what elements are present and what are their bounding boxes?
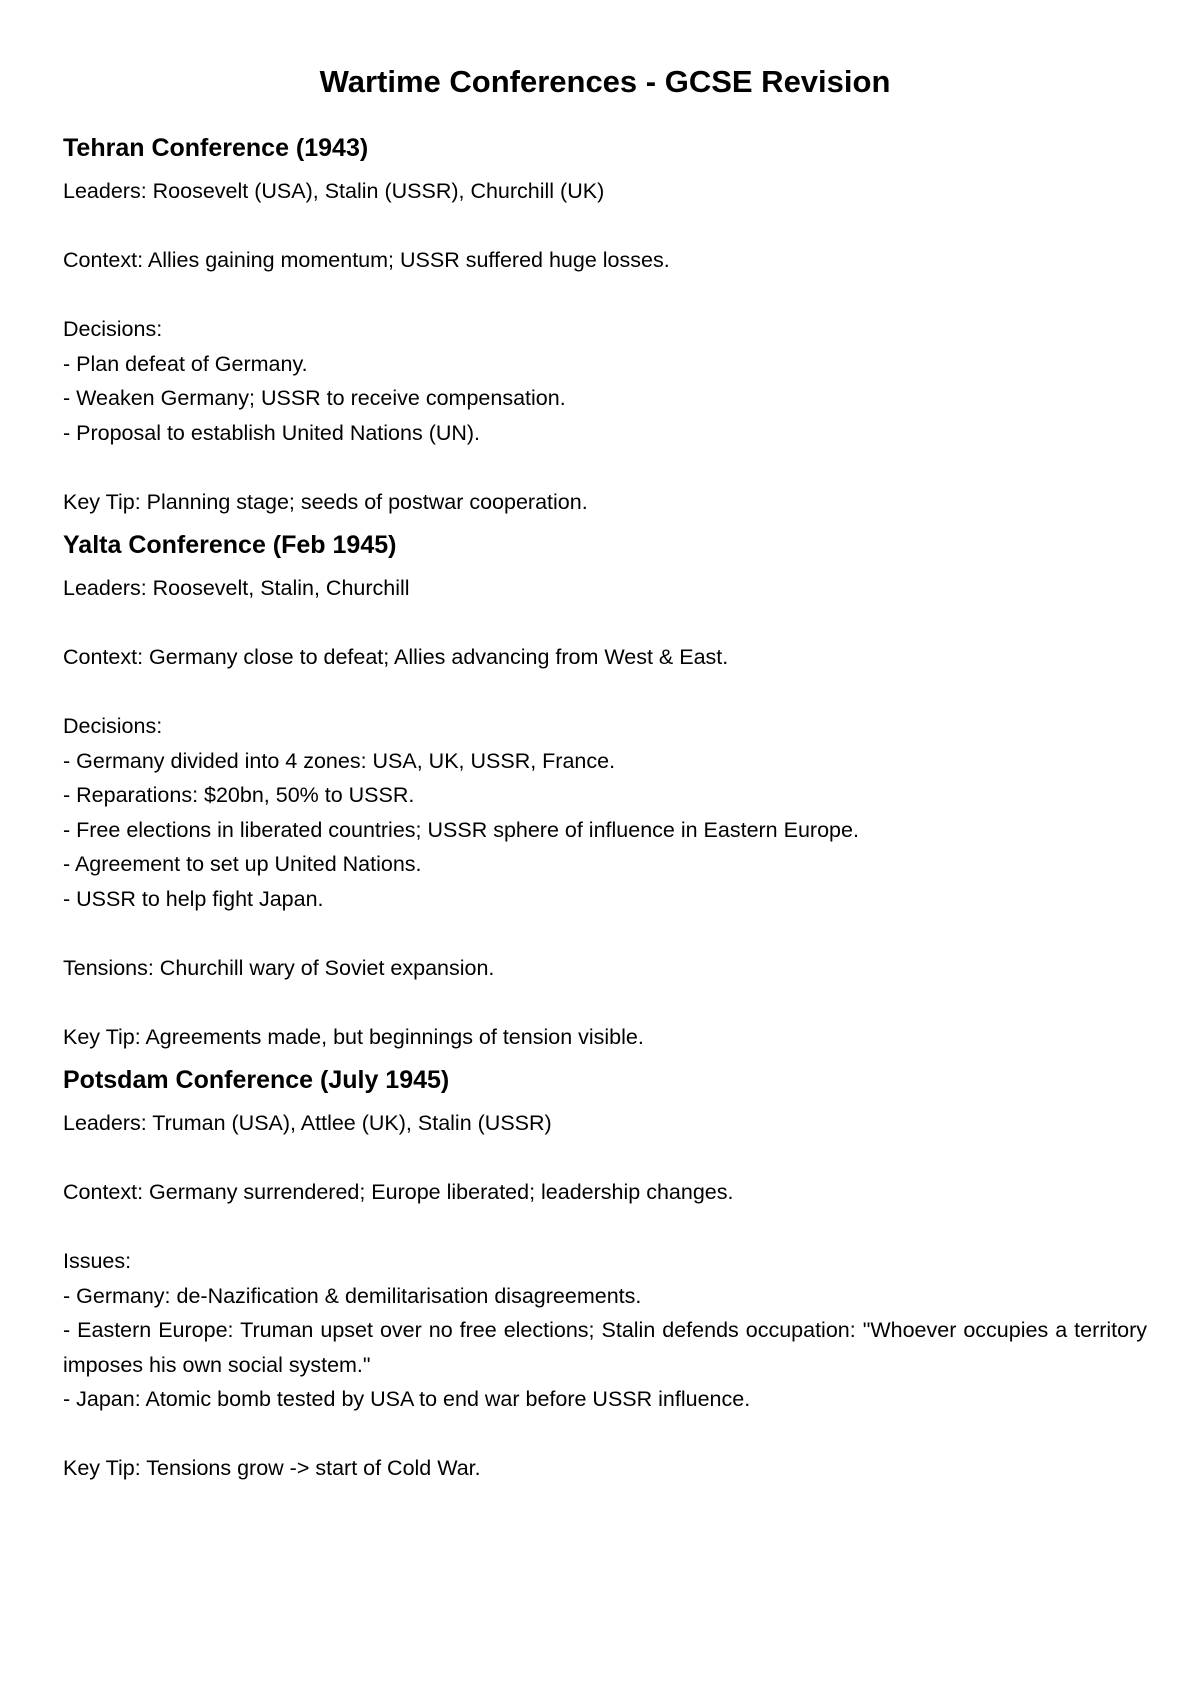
section-tehran (63, 132, 1147, 519)
list-item: - Weaken Germany; USSR to receive compensation. (63, 386, 566, 410)
list-item: - USSR to help fight Japan. (63, 886, 324, 911)
section-heading-potsdam: Potsdam Conference (July 1945) (63, 1066, 450, 1094)
potsdam-key-tip: Key Tip: Tensions grow -> start of Cold War. (63, 1456, 481, 1480)
spacer (63, 606, 1147, 641)
list-item: - Germany divided into 4 zones: USA, UK, USSR, France. (63, 748, 616, 773)
spacer (63, 278, 1147, 313)
list-item: - Agreement to set up United Nations. (63, 852, 422, 876)
spacer (63, 985, 1147, 1020)
list-item: - Proposal to establish United Nations (UN). (63, 420, 481, 445)
yalta-decisions-list (63, 744, 1147, 917)
list-item: - Eastern Europe: Truman upset over no free elections; Stalin defends occupation: "Whoever occupies a territory imposes his own social system." (63, 1318, 1147, 1377)
potsdam-leaders: Leaders: Truman (USA), Attlee (UK), Stalin (USSR) (63, 1111, 552, 1135)
tehran-context: Context: Allies gaining momentum; USSR suffered huge losses. (63, 248, 670, 272)
list-item: - Germany: de-Nazification & demilitarisation disagreements. (63, 1283, 642, 1308)
spacer (63, 1417, 1147, 1452)
potsdam-issues-label: Issues: (63, 1249, 132, 1273)
potsdam-issues-list (63, 1279, 1147, 1417)
document-title: Wartime Conferences - GCSE Revision (319, 64, 891, 99)
list-item: - Plan defeat of Germany. (63, 351, 308, 376)
section-potsdam (63, 1064, 1147, 1486)
list-item: - Reparations: $20bn, 50% to USSR. (63, 783, 415, 807)
tehran-decisions-label: Decisions: (63, 317, 163, 341)
potsdam-context: Context: Germany surrendered; Europe liberated; leadership changes. (63, 1180, 734, 1204)
spacer (63, 1210, 1147, 1245)
spacer (63, 1141, 1147, 1176)
section-heading-tehran: Tehran Conference (1943) (63, 134, 369, 162)
section-heading-yalta: Yalta Conference (Feb 1945) (63, 531, 397, 559)
spacer (63, 675, 1147, 710)
tehran-decisions-list (63, 347, 1147, 451)
yalta-tensions: Tensions: Churchill wary of Soviet expansion. (63, 955, 495, 980)
yalta-decisions-label: Decisions: (63, 714, 163, 738)
list-item: - Japan: Atomic bomb tested by USA to end war before USSR influence. (63, 1387, 751, 1411)
yalta-leaders: Leaders: Roosevelt, Stalin, Churchill (63, 576, 410, 600)
spacer (63, 916, 1147, 951)
tehran-key-tip: Key Tip: Planning stage; seeds of postwar cooperation. (63, 489, 588, 514)
section-yalta (63, 529, 1147, 1054)
spacer (63, 450, 1147, 485)
yalta-context: Context: Germany close to defeat; Allies advancing from West & East. (63, 645, 729, 669)
list-item: - Free elections in liberated countries; USSR sphere of influence in Eastern Europe. (63, 817, 859, 842)
spacer (63, 209, 1147, 244)
yalta-key-tip: Key Tip: Agreements made, but beginnings of tension visible. (63, 1024, 644, 1049)
tehran-leaders: Leaders: Roosevelt (USA), Stalin (USSR), Churchill (UK) (63, 179, 605, 203)
